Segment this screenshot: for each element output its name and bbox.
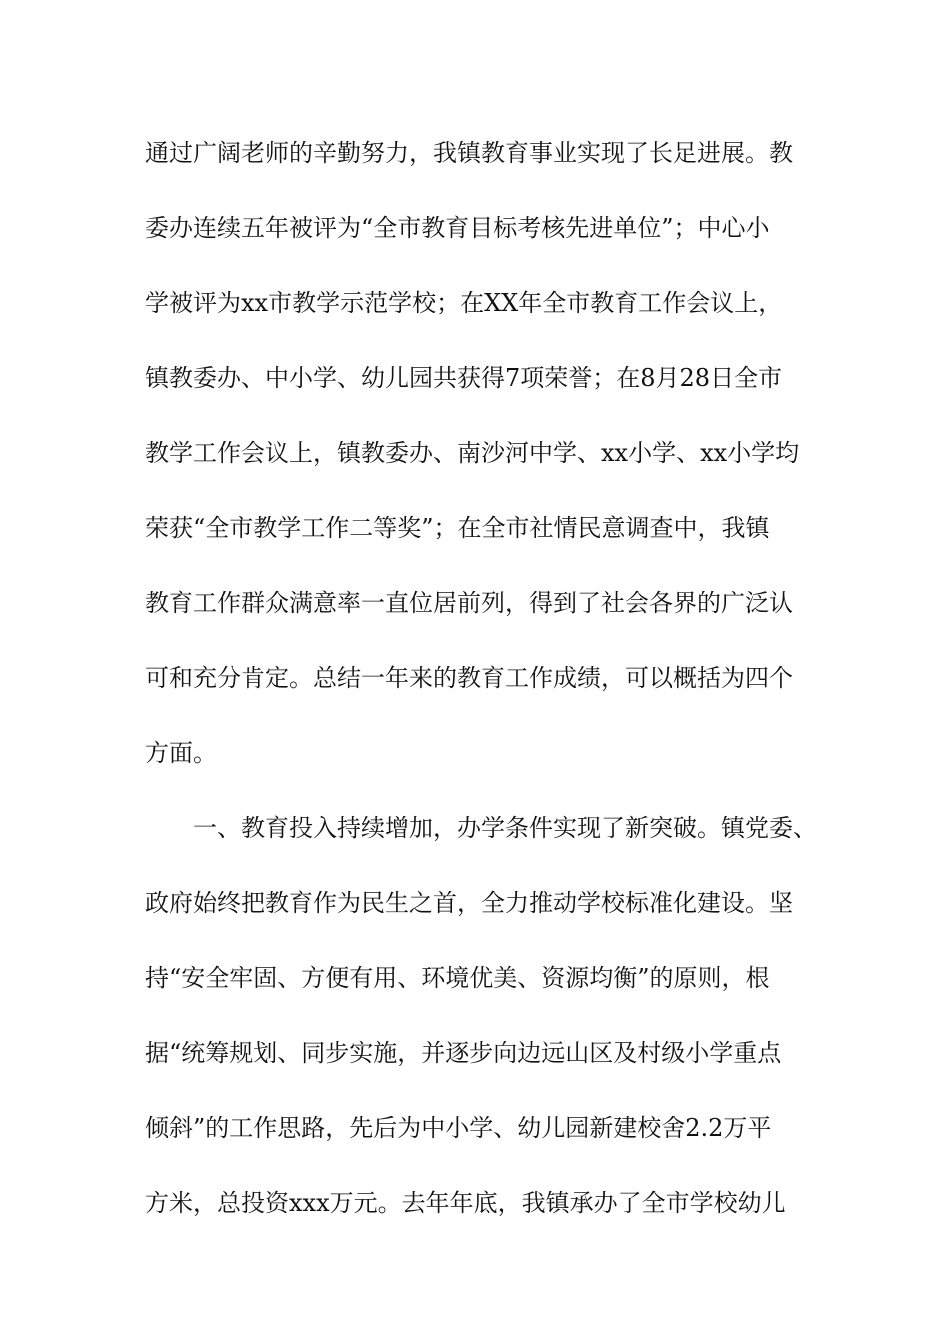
text-line: 镇教委办、中小学、幼儿园共获得7项荣誉；在8月28日全市 — [145, 364, 783, 392]
text-line: 学被评为xx市教学示范学校；在XX年全市教育工作会议上， — [145, 289, 783, 317]
text-line: 荣获“全市教学工作二等奖”；在全市社情民意调查中，我镇 — [145, 514, 770, 542]
text-line: 方面。 — [145, 739, 217, 767]
document-body — [145, 127, 845, 1252]
text-line: 可和充分肯定。总结一年来的教育工作成绩，可以概括为四个 — [145, 664, 793, 692]
text-line: 方米，总投资xxx万元。去年年底，我镇承办了全市学校幼儿 — [145, 1189, 786, 1217]
text-line: 教育工作群众满意率一直位居前列，得到了社会各界的广泛认 — [145, 589, 793, 617]
text-line: 倾斜”的工作思路，先后为中小学、幼儿园新建校舍2.2万平 — [145, 1114, 772, 1142]
text-line: 持“安全牢固、方便有用、环境优美、资源均衡”的原则，根 — [145, 964, 770, 992]
text-line: 教学工作会议上，镇教委办、南沙河中学、xx小学、xx小学均 — [145, 439, 800, 467]
text-line: 据“统筹规划、同步实施，并逐步向边远山区及村级小学重点 — [145, 1039, 782, 1067]
text-line: 政府始终把教育作为民生之首，全力推动学校标准化建设。坚 — [145, 889, 793, 917]
text-line: 委办连续五年被评为“全市教育目标考核先进单位”；中心小 — [145, 214, 770, 242]
text-line: 通过广阔老师的辛勤努力，我镇教育事业实现了长足进展。教 — [145, 139, 793, 167]
paragraph-first-line: 一、教育投入持续增加，办学条件实现了新突破。镇党委、 — [193, 814, 817, 842]
